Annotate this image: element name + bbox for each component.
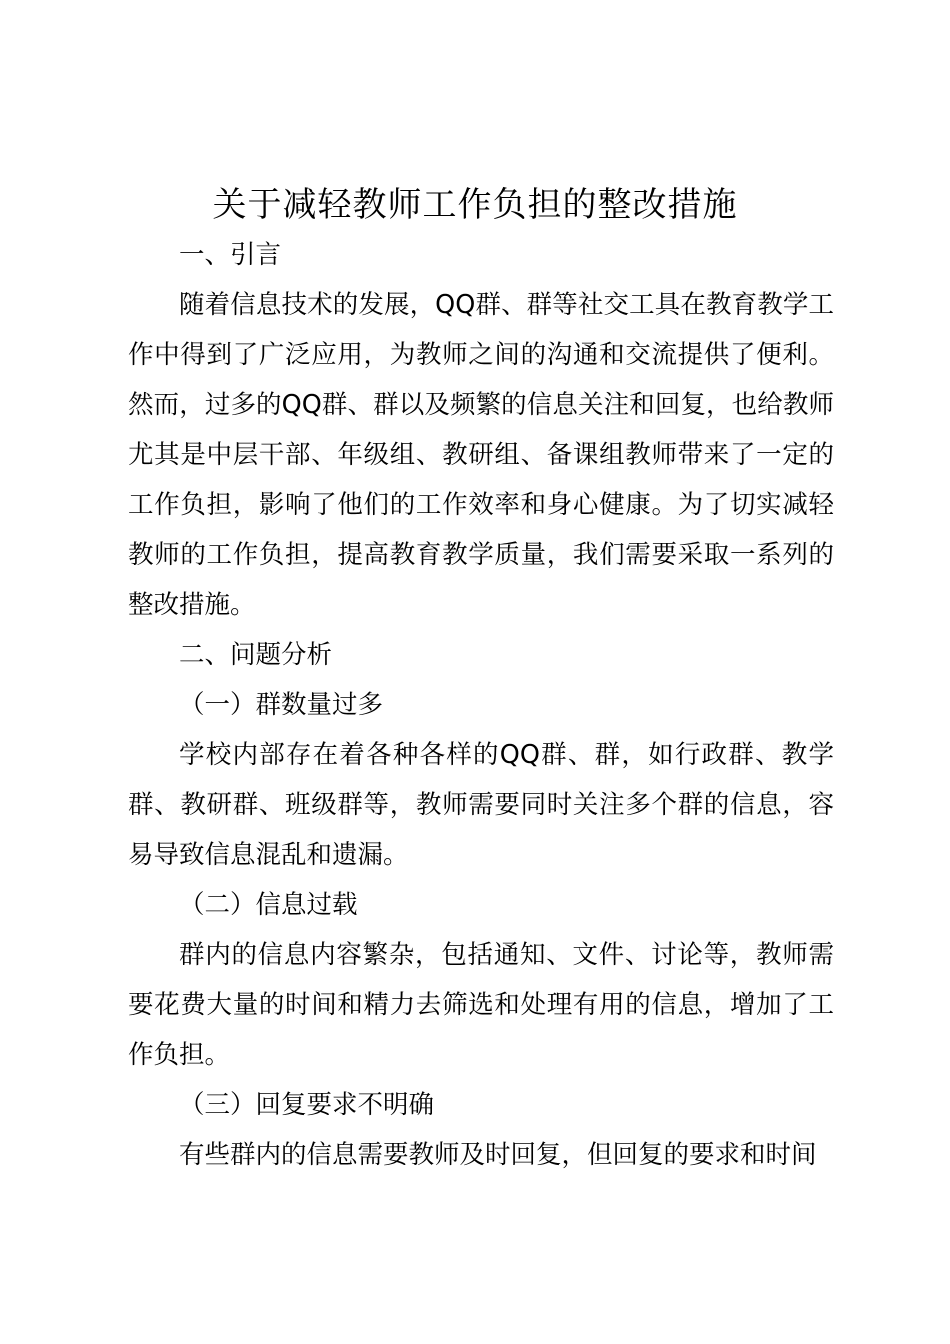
paragraph-sub2: 群内的信息内容繁杂，包括通知、文件、讨论等，教师需要花费大量的时间和精力去筛选和处理有用的信息，增加了工作负担。 xyxy=(128,940,834,1070)
paragraph-sub3: 有些群内的信息需要教师及时回复，但回复的要求和时间 xyxy=(179,1140,817,1170)
subsection-heading-3: （三）回复要求不明确 xyxy=(179,1090,435,1120)
subsection-heading-2: （二）信息过载 xyxy=(179,890,358,920)
section-heading-intro: 一、引言 xyxy=(179,240,282,270)
page-title: 关于减轻教师工作负担的整改措施 xyxy=(212,185,738,225)
paragraph-sub1: 学校内部存在着各种各样的QQ群、群，如行政群、教学群、教研群、班级群等，教师需要同时关注多个群的信息，容易导致信息混乱和遗漏。 xyxy=(128,740,834,870)
subsection-heading-1: （一）群数量过多 xyxy=(179,690,384,720)
section-heading-analysis: 二、问题分析 xyxy=(179,640,333,670)
document-body xyxy=(128,230,834,1180)
paragraph-intro: 随着信息技术的发展，QQ群、群等社交工具在教育教学工作中得到了广泛应用，为教师之间的沟通和交流提供了便利。然而，过多的QQ群、群以及频繁的信息关注和回复，也给教师尤其是中层干部、年级组、教研组、备课组教师带来了一定的工作负担，影响了他们的工作效率和身心健康。为了切实减轻教师的工作负担，提高教育教学质量，我们需要采取一系列的整改措施。 xyxy=(128,290,834,620)
